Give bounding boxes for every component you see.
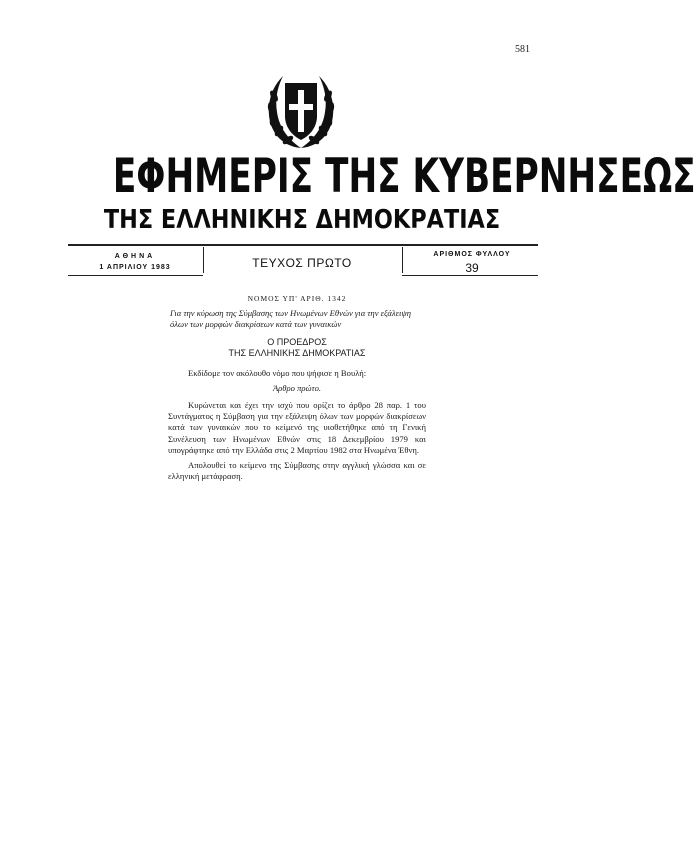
newspaper-title: ΕΦΗΜΕΡΙΣ ΤΗΣ ΚΥΒΕΡΝΗΣΕΩΣ: [112, 149, 696, 204]
header-bottom-rule-left: [68, 275, 203, 276]
sheet-number-block: [412, 250, 532, 276]
page-number: 581: [515, 44, 530, 55]
preamble-text: Εκδίδομε τον ακόλουθο νόμο που ψήφισε η Βουλή:: [188, 367, 367, 378]
article-heading: Άρθρο πρώτο.: [272, 382, 322, 393]
issue-place-date: [76, 251, 194, 273]
law-description: Για την κύρωση της Σύμβασης των Ηνωμένων Εθνών για την εξάλειψη όλων των μορφών διακρίσεων κατά των γυναικών: [170, 308, 411, 330]
closing-text: Απολουθεί το κείμενο της Σύμβασης στην αγγλική γλώσσα και σε ελληνική μετάφραση.: [168, 460, 426, 482]
sheet-number-label: ΑΡΙΘΜΟΣ ΦΥΛΛΟΥ: [433, 251, 511, 258]
sheet-number: 39: [465, 261, 479, 275]
issue-city: ΑΘΗΝΑ: [114, 253, 156, 260]
newspaper-subtitle: ΤΗΣ ΕΛΛΗΝΙΚΗΣ ΔΗΜΟΚΡΑΤΙΑΣ: [103, 205, 501, 235]
header-divider-right: [402, 247, 403, 273]
law-title: ΝΟΜΟΣ ΥΠ' ΑΡΙΘ. 1342: [247, 294, 347, 303]
header-divider-left: [203, 247, 204, 273]
article-text: Κυρώνεται και έχει την ισχύ που ορίζει το άρθρο 28 παρ. 1 του Συντάγματος η Σύμβαση για την εξάλειψη όλων των μορφών διακρίσεων κατά των γυναικών που το κείμενό της υιοθετήθηκε από τη Γενική Συνέλευση των Ηνωμένων Εθνών στις 18 Δεκεμβρίου 1979 και υπογράφτηκε από την Ελλάδα στις 2 Μαρτίου 1982 στα Ηνωμένα Έθνη.: [168, 400, 426, 455]
issue-date: 1 ΑΠΡΙΛΙΟΥ 1983: [99, 264, 171, 271]
law-column: [168, 293, 426, 486]
coat-of-arms-emblem: [261, 62, 341, 152]
president-line-2: ΤΗΣ ΕΛΛΗΝΙΚΗΣ ΔΗΜΟΚΡΑΤΙΑΣ: [228, 347, 366, 358]
issue-part: ΤΕΥΧΟΣ ΠΡΩΤΟ: [252, 256, 352, 270]
header-top-rule: [68, 244, 538, 246]
president-heading: [168, 337, 426, 359]
president-line-1: Ο ΠΡΟΕΔΡΟΣ: [267, 336, 327, 347]
